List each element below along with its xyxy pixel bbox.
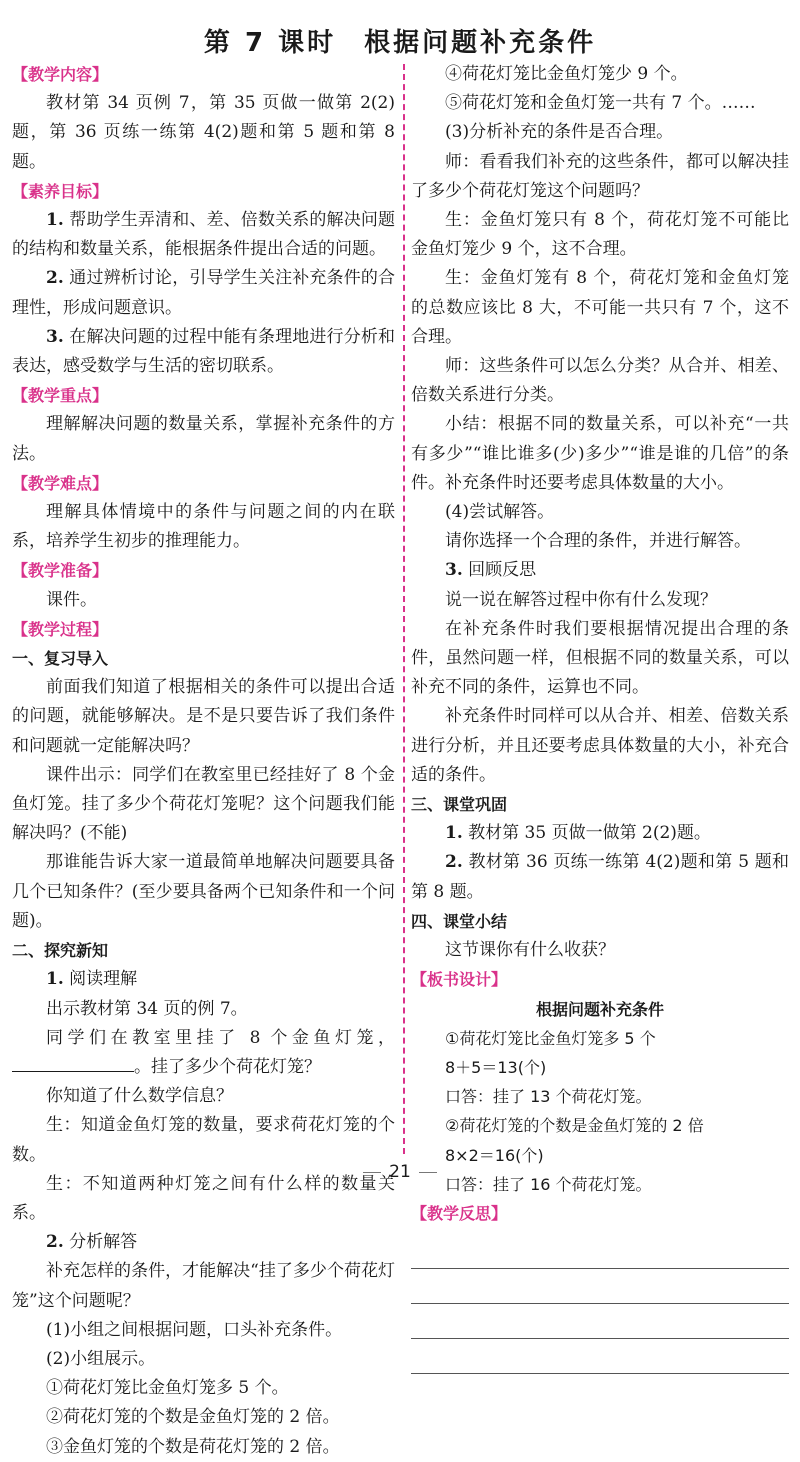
section-4-heading: 四、课堂小结 xyxy=(411,911,508,931)
exercise-1-number: 1. xyxy=(445,823,463,844)
board-line: 8＋5＝13(个) xyxy=(445,1057,547,1077)
page-number-dash-left xyxy=(363,1172,381,1173)
exercise-1 xyxy=(411,819,789,848)
tag-reflection: 【教学反思】 xyxy=(411,1203,508,1223)
section-1-heading: 一、复习导入 xyxy=(12,649,109,669)
list-item: ⑤荷花灯笼和金鱼灯笼一共有 7 个。…… xyxy=(445,93,756,114)
step-3-text: 回顾反思 xyxy=(462,560,537,581)
step-3-heading xyxy=(411,556,789,585)
writing-line xyxy=(411,1339,789,1374)
list-item: ②荷花灯笼的个数是金鱼灯笼的 2 倍。 xyxy=(46,1407,340,1428)
key-points-text: 理解解决问题的数量关系，掌握补充条件的方法。 xyxy=(12,414,395,464)
paragraph: 说一说在解答过程中你有什么发现？ xyxy=(445,589,717,610)
page-number xyxy=(0,1162,800,1182)
step-2-heading xyxy=(12,1228,395,1257)
goal-3-number: 3. xyxy=(46,326,64,347)
fill-in-text-end: 。挂了多少个荷花灯笼？ xyxy=(134,1056,321,1077)
paragraph: 请你选择一个合理的条件，并进行解答。 xyxy=(445,531,751,552)
paragraph: 那谁能告诉大家一道最简单地解决问题要具备几个已知条件？(至少要具备两个已知条件和一个问题)。 xyxy=(12,852,395,931)
board-line: 口答：挂了 13 个荷花灯笼。 xyxy=(445,1087,652,1107)
tag-content: 【教学内容】 xyxy=(12,65,109,84)
step-2-text: 分析解答 xyxy=(63,1232,138,1253)
exercise-1-text: 教材第 35 页做一做第 2(2)题。 xyxy=(462,823,711,844)
content-text: 教材第 34 页例 7，第 35 页做一做第 2(2)题，第 36 页练一练第 4(2)题和第 5 题和第 8 题。 xyxy=(12,93,395,172)
tag-process: 【教学过程】 xyxy=(12,619,109,639)
goal-1 xyxy=(12,206,395,264)
list-item: ①荷花灯笼比金鱼灯笼多 5 个。 xyxy=(46,1378,289,1399)
paragraph: 生：金鱼灯笼有 8 个，荷花灯笼和金鱼灯笼的总数应该比 8 大，不可能一共只有 7 个，这不合理。 xyxy=(411,268,789,347)
fill-in-blank xyxy=(12,1053,94,1072)
difficult-points-text: 理解具体情境中的条件与问题之间的内在联系，培养学生初步的推理能力。 xyxy=(12,502,395,552)
page-number-value: 21 xyxy=(389,1162,411,1182)
page-number-dash-right xyxy=(419,1172,437,1173)
paragraph: 这节课你有什么收获？ xyxy=(445,940,615,961)
paragraph: 补充怎样的条件，才能解决“挂了多少个荷花灯笼”这个问题呢？ xyxy=(12,1261,395,1311)
goal-2-number: 2. xyxy=(46,268,64,289)
paragraph: (3)分析补充的条件是否合理。 xyxy=(445,122,674,143)
paragraph: 在补充条件时我们要根据情况提出合理的条件，虽然问题一样，但根据不同的数量关系，可以补充不同的条件，运算也不同。 xyxy=(411,618,789,698)
column-divider xyxy=(403,64,405,1154)
step-1-number: 1. xyxy=(46,969,64,990)
paragraph: (4)尝试解答。 xyxy=(445,502,555,523)
board-line: 8×2＝16(个) xyxy=(445,1145,544,1165)
paragraph: 生：金鱼灯笼只有 8 个，荷花灯笼不可能比金鱼灯笼少 9 个，这不合理。 xyxy=(411,210,789,260)
goal-3-text: 在解决问题的过程中能有条理地进行分析和表达，感受数学与生活的密切联系。 xyxy=(12,326,395,377)
tag-goals: 【素养目标】 xyxy=(12,181,109,201)
fill-in-paragraph xyxy=(12,1024,395,1082)
fill-in-blank-continued xyxy=(94,1053,134,1072)
lesson-number: 第 7 课时 xyxy=(203,28,337,58)
paragraph: 出示教材第 34 页的例 7。 xyxy=(46,998,248,1019)
step-3-number: 3. xyxy=(445,560,463,581)
paragraph: 师：看看我们补充的这些条件，都可以解决挂了多少个荷花灯笼这个问题吗？ xyxy=(411,151,789,201)
paragraph: (1)小组之间根据问题，口头补充条件。 xyxy=(46,1319,343,1340)
goal-1-number: 1. xyxy=(46,210,64,231)
list-item: ③金鱼灯笼的个数是荷花灯笼的 2 倍。 xyxy=(46,1436,340,1457)
paragraph: 你知道了什么数学信息？ xyxy=(46,1086,233,1107)
left-column xyxy=(12,60,395,1462)
tag-difficult-points: 【教学难点】 xyxy=(12,473,109,493)
paragraph: 课件出示：同学们在教室里已经挂好了 8 个金鱼灯笼。挂了多少个荷花灯笼呢？这个问题我们能解决吗？(不能) xyxy=(12,764,395,844)
step-2-number: 2. xyxy=(46,1232,64,1253)
goal-1-text: 帮助学生弄清和、差、倍数关系的解决问题的结构和数量关系，能根据条件提出合适的问题。 xyxy=(12,210,395,260)
step-1-heading xyxy=(12,965,395,994)
paragraph: 补充条件时同样可以从合并、相差、倍数关系进行分析，并且还要考虑具体数量的大小，补充合适的条件。 xyxy=(411,706,789,785)
exercise-2-number: 2. xyxy=(445,852,463,873)
paragraph: 师：这些条件可以怎么分类？从合并、相差、倍数关系进行分类。 xyxy=(411,356,789,406)
board-line: 口答：挂了 16 个荷花灯笼。 xyxy=(445,1174,652,1194)
paragraph: 生：不知道两种灯笼之间有什么样的数量关系。 xyxy=(12,1173,395,1223)
lesson-topic: 根据问题补充条件 xyxy=(364,28,597,58)
paragraph: 前面我们知道了根据相关的条件可以提出合适的问题，就能够解决。是不是只要告诉了我们条件和问题就一定能解决吗？ xyxy=(12,677,395,756)
paragraph: (2)小组展示。 xyxy=(46,1348,156,1369)
writing-line xyxy=(411,1269,789,1304)
goal-2 xyxy=(12,264,395,322)
section-3-heading: 三、课堂巩固 xyxy=(411,795,508,815)
list-item: ④荷花灯笼比金鱼灯笼少 9 个。 xyxy=(445,64,688,84)
tag-board-design: 【板书设计】 xyxy=(411,970,508,990)
page-title xyxy=(0,22,800,59)
board-line: ①荷花灯笼比金鱼灯笼多 5 个 xyxy=(445,1028,656,1048)
goal-2-text: 通过辨析讨论，引导学生关注补充条件的合理性，形成问题意识。 xyxy=(12,268,395,318)
reflection-writing-area xyxy=(411,1234,789,1374)
exercise-2 xyxy=(411,848,789,906)
step-1-text: 阅读理解 xyxy=(63,969,138,990)
writing-line xyxy=(411,1304,789,1339)
preparation-text: 课件。 xyxy=(46,589,97,610)
section-2-heading: 二、探究新知 xyxy=(12,941,109,961)
paragraph: 生：知道金鱼灯笼的数量，要求荷花灯笼的个数。 xyxy=(12,1115,395,1165)
fill-in-text-start: 同学们在教室里挂了 8 个金鱼灯笼， xyxy=(46,1027,395,1048)
writing-line xyxy=(411,1234,789,1269)
summary-paragraph: 小结：根据不同的数量关系，可以补充“一共有多少”“谁比谁多(少)多少”“谁是谁的几倍”的条件。补充条件时还要考虑具体数量的大小。 xyxy=(411,414,789,493)
tag-preparation: 【教学准备】 xyxy=(12,561,109,581)
exercise-2-text: 教材第 36 页练一练第 4(2)题和第 5 题和第 8 题。 xyxy=(411,852,789,902)
tag-key-points: 【教学重点】 xyxy=(12,386,109,406)
board-line: ②荷花灯笼的个数是金鱼灯笼的 2 倍 xyxy=(445,1116,704,1136)
goal-3 xyxy=(12,323,395,381)
board-title: 根据问题补充条件 xyxy=(535,999,664,1019)
